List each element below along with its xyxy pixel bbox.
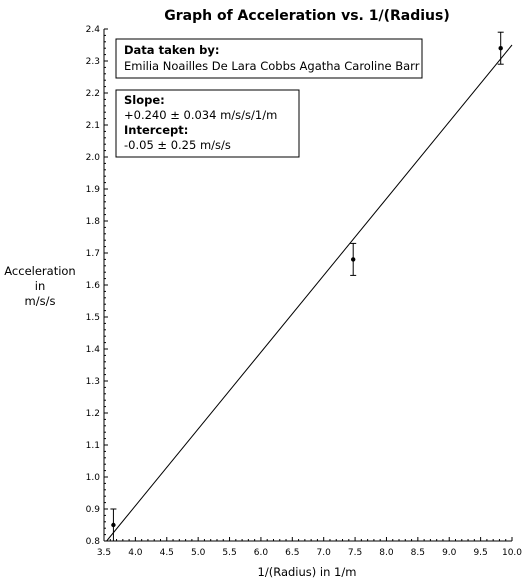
y-axis-label-line-2: in: [34, 279, 46, 293]
y-tick-label: 2.1: [85, 121, 100, 131]
x-tick-label: 4.5: [159, 548, 174, 558]
x-tick-label: 6.5: [285, 548, 300, 558]
y-tick-label: 1.7: [85, 249, 100, 259]
y-tick-label: 1.1: [85, 441, 100, 451]
slope-value: +0.240 ± 0.034 m/s/s/1/m: [124, 108, 278, 122]
x-tick-label: 7.0: [316, 548, 331, 558]
x-tick-label: 5.5: [222, 548, 237, 558]
x-tick-label: 9.5: [473, 548, 488, 558]
y-tick-label: 1.0: [85, 473, 100, 483]
y-tick-label: 1.2: [85, 409, 100, 419]
info-box: [116, 39, 422, 78]
x-tick-label: 6.0: [253, 548, 269, 558]
x-tick-label: 5.0: [190, 548, 206, 558]
data-point: [351, 257, 355, 261]
y-ticks: [86, 25, 108, 547]
y-tick-label: 1.5: [85, 313, 100, 323]
y-axis-label-line-1: Acceleration: [4, 264, 76, 278]
x-tick-label: 10.0: [501, 548, 523, 558]
slope-label: Slope:: [124, 93, 165, 107]
y-tick-label: 2.4: [85, 25, 100, 35]
x-tick-label: 8.0: [379, 548, 394, 558]
intercept-value: -0.05 ± 0.25 m/s/s: [124, 138, 231, 152]
info-box-names: Emilia Noailles De Lara Cobbs Agatha Caroline Barr: [124, 59, 420, 73]
fit-box: [116, 90, 299, 157]
intercept-label: Intercept:: [124, 123, 189, 137]
chart-title: Graph of Acceleration vs. 1/(Radius): [164, 8, 450, 24]
x-tick-label: 4.0: [128, 548, 143, 558]
x-tick-label: 3.5: [96, 548, 112, 558]
y-tick-label: 1.6: [85, 281, 100, 291]
x-tick-label: 8.5: [410, 548, 426, 558]
y-tick-label: 0.8: [85, 537, 100, 547]
x-ticks: [97, 537, 522, 558]
data-point: [499, 46, 503, 50]
y-tick-label: 2.3: [85, 57, 100, 67]
x-tick-label: 9.0: [442, 548, 457, 558]
y-tick-label: 1.9: [85, 185, 100, 195]
y-tick-label: 2.0: [85, 153, 100, 163]
y-tick-label: 2.2: [85, 89, 100, 99]
data-point: [111, 523, 115, 527]
y-axis-label: [4, 264, 75, 308]
x-axis-label: 1/(Radius) in 1/m: [257, 565, 357, 579]
y-tick-label: 0.9: [85, 505, 100, 515]
y-tick-label: 1.3: [85, 377, 100, 387]
info-box-heading: Data taken by:: [124, 43, 220, 57]
y-tick-label: 1.4: [85, 345, 100, 355]
y-axis-label-line-3: m/s/s: [24, 294, 56, 308]
y-tick-label: 1.8: [85, 217, 100, 227]
x-tick-label: 7.5: [347, 548, 363, 558]
